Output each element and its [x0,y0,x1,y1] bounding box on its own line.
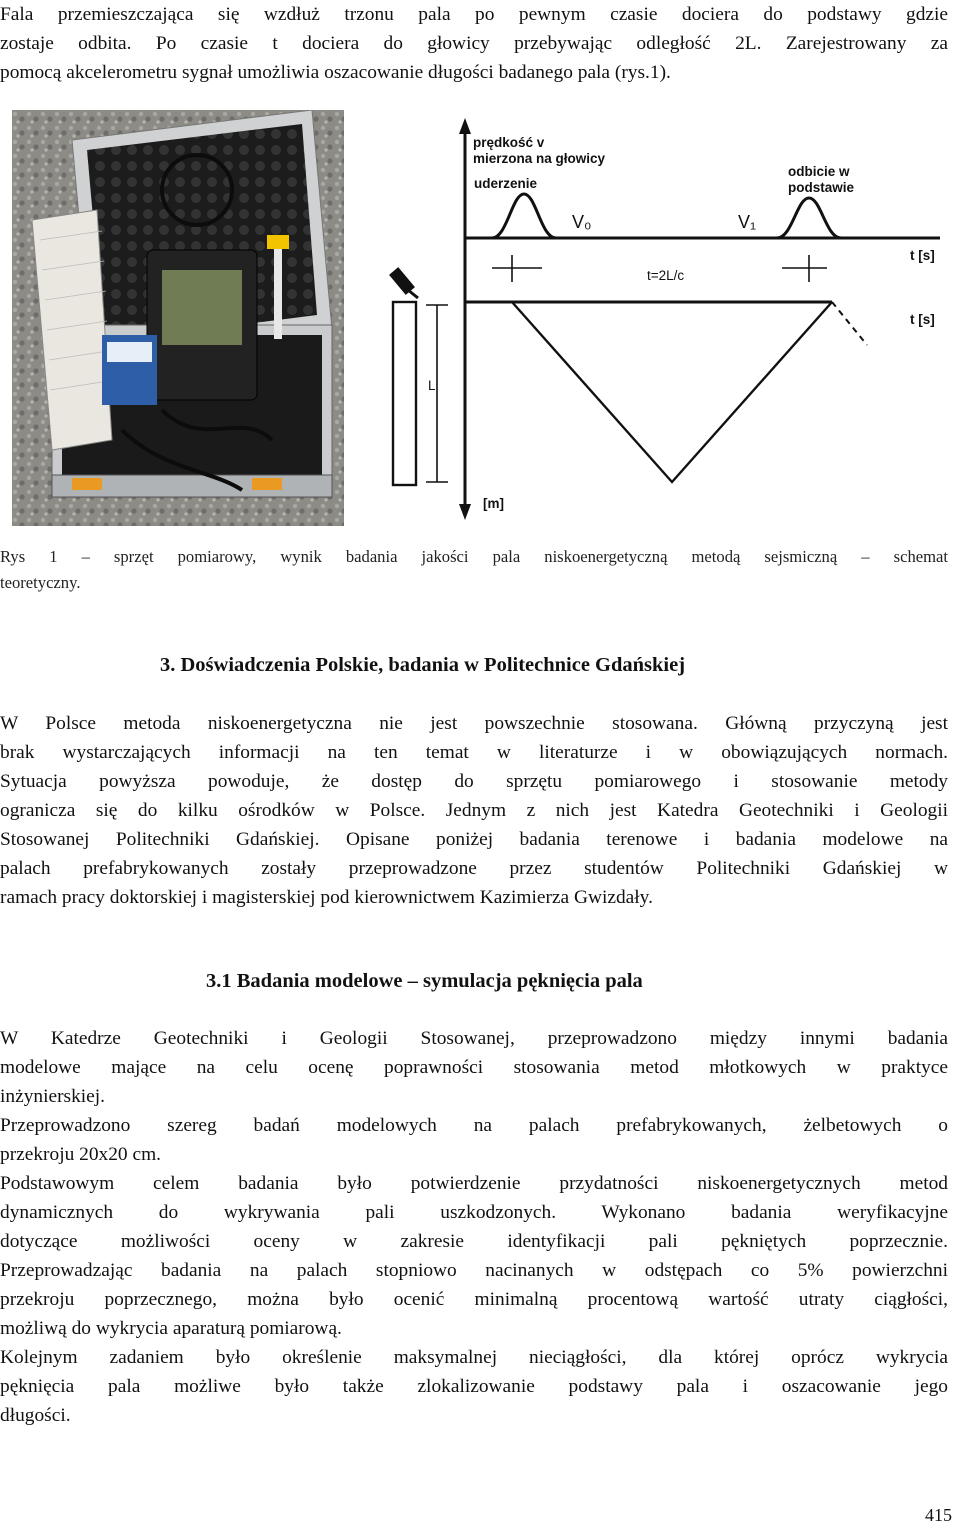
text-line: Kolejnym zadaniem było określenie maksymalnej nieciągłości, dla której oprócz wykrycia [0,1347,948,1368]
caption-line: teoretyczny. [0,573,81,592]
page-number: 415 [925,1505,952,1525]
section-heading: 3. Doświadczenia Polskie, badania w Politechnice Gdańskiej [160,654,686,676]
text-line: Przeprowadzono szereg badań modelowych na palach prefabrykowanych, żelbetowych o [0,1115,948,1136]
axis-arrow-down-icon [459,504,471,520]
text-line: Stosowanej Politechniki Gdańskiej. Opisane poniżej badania terenowe i badania modelowe na [0,829,948,850]
velocity-label: prędkość v [473,135,545,150]
subsection-heading: 3.1 Badania modelowe – symulacja pęknięcia pala [206,970,643,992]
text-line: ramach pracy doktorskiej i magisterskiej pod kierownictwem Kazimierza Gwizdały. [0,887,653,908]
impact-pulse [492,194,556,238]
text-line: Fala przemieszczająca się wzdłuż trzonu pala po pewnym czasie dociera do podstawy gdzie [0,4,948,25]
time-axis-label: t [s] [910,312,935,327]
text-line: możliwą do wykrycia aparaturą pomiarową. [0,1318,342,1339]
schematic-diagram [352,110,952,530]
v0-label: V₀ [572,212,592,232]
text-line: modelowe mające na celu ocenę poprawności stosowania metod młotkowych w praktyce [0,1057,948,1078]
caption-line: Rys 1 – sprzęt pomiarowy, wynik badania jakości pala niskoenergetyczną metodą sejsmiczną – schemat [0,547,948,566]
text-line: W Polsce metoda niskoenergetyczna nie jest powszechnie stosowana. Główną przyczyną jest [0,713,948,734]
text-line: zostaje odbita. Po czasie t dociera do głowicy przebywając odległość 2L. Zarejestrowany za [0,33,948,54]
section-3-1-paragraph [0,1024,948,1430]
travel-time-label: t=2L/c [647,268,685,283]
text-line: W Katedrze Geotechniki i Geologii Stosowanej, przeprowadzono między innymi badania [0,1028,948,1049]
velocity-label: mierzona na głowicy [473,151,606,166]
text-line: Sytuacja powyższa powoduje, że dostęp do sprzętu pomiarowego i stosowanie metody [0,771,948,792]
text-line: pomocą akcelerometru sygnał umożliwia oszacowanie długości badanego pala (rys.1). [0,62,671,83]
impact-label: uderzenie [474,176,538,191]
time-axis-lower-dashed [832,302,867,345]
text-line: Przeprowadzając badania na palach stopniowo nacinanych w odstępach co 5% powierzchni [0,1260,948,1281]
text-line: ogranicza się do kilku ośrodków w Polsce. Jednym z nich jest Katedra Geotechniki i Geologii [0,800,948,821]
pile-outline [393,302,416,485]
text-line: inżynierskiej. [0,1086,106,1107]
length-label: L [428,378,436,393]
figure-caption [0,544,948,596]
reflection-label: podstawie [788,180,855,195]
text-line: brak wystarczających informacji na ten temat w literaturze i w obowiązujących normach. [0,742,948,763]
text-line: Podstawowym celem badania było potwierdzenie przydatności niskoenergetycznych metod [0,1173,948,1194]
text-line: pęknięcia pala możliwe było także zlokalizowanie podstawy pala i oszacowanie jego [0,1376,948,1397]
time-axis-label: t [s] [910,248,935,263]
text-line: palach prefabrykowanych zostały przeprowadzone przez studentów Politechniki Gdańskiej w [0,858,948,879]
text-line: długości. [0,1405,71,1426]
reflection-label: odbicie w [788,164,850,179]
depth-axis-label: [m] [483,496,504,511]
v1-label: V₁ [738,212,757,232]
equipment-photo [12,110,344,526]
reflection-pulse [777,198,841,238]
text-line: dynamicznych do wykrywania pali uszkodzonych. Wykonano badania weryfikacyjne [0,1202,948,1223]
text-line: przekroju poprzecznego, można było ocenić minimalną procentową wartość utraty ciągłości, [0,1289,948,1310]
intro-paragraph [0,0,948,87]
axis-arrow-up-icon [459,118,471,134]
section-3-paragraph [0,709,948,912]
text-line: przekroju 20x20 cm. [0,1144,162,1165]
text-line: dotyczące możliwości oceny w zakresie identyfikacji pali pękniętych poprzecznie. [0,1231,948,1252]
wave-path [512,302,832,482]
hammer-icon [389,267,418,298]
